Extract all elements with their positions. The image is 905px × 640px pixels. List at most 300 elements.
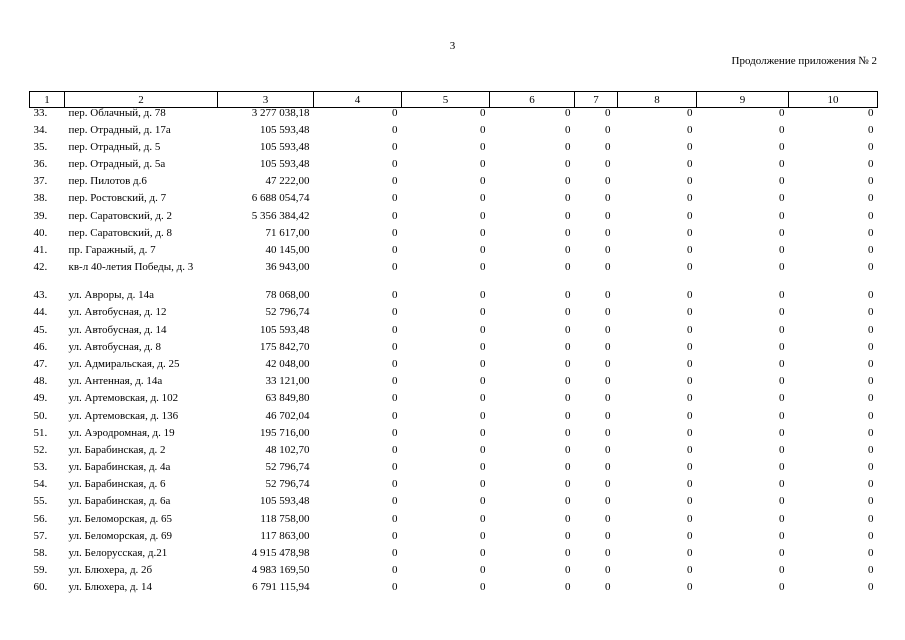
value-cell: 0 bbox=[480, 340, 486, 353]
value-cell: 0 bbox=[687, 261, 693, 274]
amount-cell: 36 943,00 bbox=[265, 261, 310, 274]
value-cell: 0 bbox=[480, 547, 486, 559]
value-cell: 0 bbox=[868, 226, 874, 239]
value-cell: 0 bbox=[480, 375, 486, 388]
row-number: 57. bbox=[33, 529, 48, 542]
value-cell: 0 bbox=[605, 107, 611, 119]
address-cell: ул. Аэродромная, д. 19 bbox=[68, 426, 175, 439]
value-cell: 0 bbox=[480, 392, 486, 405]
address-cell: кв-л 40-летия Победы, д. 3 bbox=[68, 261, 194, 274]
value-cell: 0 bbox=[779, 107, 785, 119]
row-number: 38. bbox=[33, 192, 48, 205]
value-cell: 0 bbox=[565, 581, 571, 594]
value-cell: 0 bbox=[779, 244, 785, 256]
value-cell: 0 bbox=[779, 581, 785, 594]
row-number: 36. bbox=[33, 158, 48, 171]
value-cell: 0 bbox=[779, 226, 785, 239]
value-cell: 0 bbox=[392, 261, 398, 274]
value-cell: 0 bbox=[779, 495, 785, 508]
value-cell: 0 bbox=[605, 209, 611, 222]
amount-cell: 5 356 384,42 bbox=[251, 209, 310, 222]
table-row bbox=[30, 245, 878, 262]
value-cell: 0 bbox=[605, 443, 611, 456]
table-row bbox=[30, 428, 878, 445]
value-cell: 0 bbox=[868, 261, 874, 274]
value-cell: 0 bbox=[605, 244, 611, 256]
value-cell: 0 bbox=[480, 209, 486, 222]
value-cell: 0 bbox=[480, 244, 486, 256]
column-header: 8 bbox=[618, 92, 697, 108]
value-cell: 0 bbox=[480, 409, 486, 422]
value-cell: 0 bbox=[392, 323, 398, 336]
value-cell: 0 bbox=[605, 192, 611, 205]
header-row bbox=[30, 92, 878, 108]
value-cell: 0 bbox=[605, 289, 611, 302]
value-cell: 0 bbox=[687, 357, 693, 370]
table-row bbox=[30, 159, 878, 176]
value-cell: 0 bbox=[687, 306, 693, 319]
value-cell: 0 bbox=[868, 547, 874, 559]
table-row bbox=[30, 531, 878, 548]
address-cell: ул. Автобусная, д. 12 bbox=[68, 306, 167, 319]
value-cell: 0 bbox=[392, 140, 398, 153]
value-cell: 0 bbox=[480, 107, 486, 119]
amount-cell: 6 688 054,74 bbox=[251, 192, 310, 205]
value-cell: 0 bbox=[779, 375, 785, 388]
address-cell: пер. Ростовский, д. 7 bbox=[68, 192, 167, 205]
value-cell: 0 bbox=[565, 547, 571, 559]
value-cell: 0 bbox=[779, 158, 785, 171]
value-cell: 0 bbox=[480, 495, 486, 508]
value-cell: 0 bbox=[605, 547, 611, 559]
value-cell: 0 bbox=[565, 323, 571, 336]
value-cell: 0 bbox=[868, 244, 874, 256]
value-cell: 0 bbox=[868, 392, 874, 405]
value-cell: 0 bbox=[565, 409, 571, 422]
value-cell: 0 bbox=[687, 175, 693, 188]
value-cell: 0 bbox=[605, 495, 611, 508]
value-cell: 0 bbox=[565, 244, 571, 256]
value-cell: 0 bbox=[480, 478, 486, 491]
value-cell: 0 bbox=[565, 261, 571, 274]
value-cell: 0 bbox=[687, 409, 693, 422]
table-row bbox=[30, 548, 878, 565]
value-cell: 0 bbox=[779, 289, 785, 302]
amount-cell: 52 796,74 bbox=[265, 306, 310, 319]
table-row bbox=[30, 176, 878, 193]
value-cell: 0 bbox=[480, 158, 486, 171]
amount-cell: 52 796,74 bbox=[265, 461, 310, 474]
address-cell: ул. Белорусская, д.21 bbox=[68, 547, 168, 559]
value-cell: 0 bbox=[605, 409, 611, 422]
row-number: 49. bbox=[33, 392, 48, 405]
address-cell: ул. Барабинская, д. 6а bbox=[68, 495, 171, 508]
value-cell: 0 bbox=[779, 306, 785, 319]
value-cell: 0 bbox=[565, 123, 571, 136]
amount-cell: 195 716,00 bbox=[260, 426, 310, 439]
value-cell: 0 bbox=[392, 547, 398, 559]
row-number: 45. bbox=[33, 323, 48, 336]
amount-cell: 117 863,00 bbox=[260, 529, 310, 542]
value-cell: 0 bbox=[480, 226, 486, 239]
value-cell: 0 bbox=[605, 306, 611, 319]
value-cell: 0 bbox=[605, 261, 611, 274]
value-cell: 0 bbox=[605, 158, 611, 171]
address-cell: ул. Блюхера, д. 2б bbox=[68, 564, 153, 577]
value-cell: 0 bbox=[687, 107, 693, 119]
value-cell: 0 bbox=[392, 107, 398, 119]
value-cell: 0 bbox=[868, 443, 874, 456]
value-cell: 0 bbox=[868, 375, 874, 388]
value-cell: 0 bbox=[392, 375, 398, 388]
value-cell: 0 bbox=[392, 564, 398, 577]
value-cell: 0 bbox=[392, 158, 398, 171]
amount-cell: 71 617,00 bbox=[265, 226, 310, 239]
table-row bbox=[30, 108, 878, 125]
address-cell: ул. Автобусная, д. 14 bbox=[68, 323, 167, 336]
value-cell: 0 bbox=[779, 209, 785, 222]
value-cell: 0 bbox=[687, 226, 693, 239]
row-number: 53. bbox=[33, 461, 48, 474]
value-cell: 0 bbox=[565, 306, 571, 319]
value-cell: 0 bbox=[565, 478, 571, 491]
value-cell: 0 bbox=[868, 564, 874, 577]
value-cell: 0 bbox=[687, 426, 693, 439]
value-cell: 0 bbox=[480, 357, 486, 370]
value-cell: 0 bbox=[392, 289, 398, 302]
value-cell: 0 bbox=[480, 261, 486, 274]
value-cell: 0 bbox=[868, 478, 874, 491]
value-cell: 0 bbox=[565, 175, 571, 188]
amount-cell: 40 145,00 bbox=[265, 244, 310, 256]
address-cell: пер. Пилотов д.6 bbox=[68, 175, 147, 188]
value-cell: 0 bbox=[392, 392, 398, 405]
value-cell: 0 bbox=[392, 209, 398, 222]
value-cell: 0 bbox=[565, 107, 571, 119]
value-cell: 0 bbox=[687, 323, 693, 336]
amount-cell: 46 702,04 bbox=[265, 409, 310, 422]
value-cell: 0 bbox=[605, 226, 611, 239]
value-cell: 0 bbox=[687, 375, 693, 388]
value-cell: 0 bbox=[687, 443, 693, 456]
address-cell: пер. Саратовский, д. 2 bbox=[68, 209, 172, 222]
amount-cell: 33 121,00 bbox=[265, 375, 310, 388]
table-row bbox=[30, 125, 878, 142]
value-cell: 0 bbox=[565, 512, 571, 525]
address-cell: ул. Беломорская, д. 69 bbox=[68, 529, 173, 542]
table-row bbox=[30, 376, 878, 393]
address-cell: ул. Барабинская, д. 6 bbox=[68, 478, 166, 491]
amount-cell: 63 849,80 bbox=[265, 392, 310, 405]
value-cell: 0 bbox=[480, 192, 486, 205]
value-cell: 0 bbox=[480, 581, 486, 594]
value-cell: 0 bbox=[779, 123, 785, 136]
row-number: 56. bbox=[33, 512, 48, 525]
value-cell: 0 bbox=[868, 175, 874, 188]
value-cell: 0 bbox=[779, 175, 785, 188]
value-cell: 0 bbox=[868, 581, 874, 594]
value-cell: 0 bbox=[868, 426, 874, 439]
value-cell: 0 bbox=[392, 192, 398, 205]
value-cell: 0 bbox=[480, 175, 486, 188]
row-number: 44. bbox=[33, 306, 48, 319]
row-number: 52. bbox=[33, 443, 48, 456]
value-cell: 0 bbox=[392, 357, 398, 370]
value-cell: 0 bbox=[605, 426, 611, 439]
value-cell: 0 bbox=[605, 340, 611, 353]
amount-cell: 47 222,00 bbox=[265, 175, 310, 188]
value-cell: 0 bbox=[565, 495, 571, 508]
value-cell: 0 bbox=[868, 107, 874, 119]
value-cell: 0 bbox=[480, 306, 486, 319]
column-header: 7 bbox=[575, 92, 618, 108]
table-row bbox=[30, 325, 878, 342]
row-number: 43. bbox=[33, 289, 48, 302]
table-row bbox=[30, 142, 878, 159]
table-row bbox=[30, 514, 878, 531]
amount-cell: 48 102,70 bbox=[265, 443, 310, 456]
value-cell: 0 bbox=[565, 158, 571, 171]
value-cell: 0 bbox=[779, 547, 785, 559]
appendix-title: Продолжение приложения № 2 bbox=[731, 55, 877, 67]
value-cell: 0 bbox=[779, 443, 785, 456]
value-cell: 0 bbox=[868, 323, 874, 336]
amount-cell: 105 593,48 bbox=[260, 140, 310, 153]
value-cell: 0 bbox=[392, 409, 398, 422]
amount-cell: 118 758,00 bbox=[260, 512, 310, 525]
value-cell: 0 bbox=[779, 564, 785, 577]
column-header: 1 bbox=[30, 92, 65, 108]
value-cell: 0 bbox=[687, 478, 693, 491]
value-cell: 0 bbox=[392, 512, 398, 525]
value-cell: 0 bbox=[565, 443, 571, 456]
table-row bbox=[30, 307, 878, 324]
address-cell: ул. Адмиральская, д. 25 bbox=[68, 357, 180, 370]
column-header: 2 bbox=[65, 92, 218, 108]
value-cell: 0 bbox=[565, 529, 571, 542]
row-number: 41. bbox=[33, 244, 48, 256]
table-row bbox=[30, 211, 878, 228]
value-cell: 0 bbox=[480, 289, 486, 302]
value-cell: 0 bbox=[480, 443, 486, 456]
value-cell: 0 bbox=[868, 461, 874, 474]
value-cell: 0 bbox=[779, 140, 785, 153]
row-number: 55. bbox=[33, 495, 48, 508]
column-header: 10 bbox=[789, 92, 878, 108]
value-cell: 0 bbox=[868, 512, 874, 525]
value-cell: 0 bbox=[605, 529, 611, 542]
table-row bbox=[30, 582, 878, 599]
value-cell: 0 bbox=[605, 123, 611, 136]
row-number: 37. bbox=[33, 175, 48, 188]
value-cell: 0 bbox=[687, 564, 693, 577]
value-cell: 0 bbox=[565, 226, 571, 239]
amount-cell: 6 791 115,94 bbox=[252, 581, 310, 594]
value-cell: 0 bbox=[392, 426, 398, 439]
table-row bbox=[30, 462, 878, 479]
amount-cell: 105 593,48 bbox=[260, 123, 310, 136]
value-cell: 0 bbox=[868, 409, 874, 422]
table-row bbox=[30, 262, 878, 290]
registry-table bbox=[29, 91, 878, 600]
value-cell: 0 bbox=[565, 140, 571, 153]
amount-cell: 78 068,00 bbox=[265, 289, 310, 302]
column-header: 3 bbox=[218, 92, 314, 108]
value-cell: 0 bbox=[779, 192, 785, 205]
value-cell: 0 bbox=[605, 512, 611, 525]
value-cell: 0 bbox=[779, 478, 785, 491]
table-row bbox=[30, 445, 878, 462]
value-cell: 0 bbox=[565, 192, 571, 205]
value-cell: 0 bbox=[868, 192, 874, 205]
address-cell: ул. Антенная, д. 14а bbox=[68, 375, 163, 388]
table-row bbox=[30, 359, 878, 376]
value-cell: 0 bbox=[687, 140, 693, 153]
value-cell: 0 bbox=[687, 547, 693, 559]
row-number: 35. bbox=[33, 140, 48, 153]
row-number: 39. bbox=[33, 209, 48, 222]
address-cell: ул. Авроры, д. 14а bbox=[68, 289, 155, 302]
address-cell: ул. Артемовская, д. 102 bbox=[68, 392, 179, 405]
address-cell: ул. Беломорская, д. 65 bbox=[68, 512, 173, 525]
value-cell: 0 bbox=[605, 140, 611, 153]
value-cell: 0 bbox=[687, 289, 693, 302]
address-cell: пер. Отрадный, д. 5 bbox=[68, 140, 161, 153]
table-row bbox=[30, 411, 878, 428]
row-number: 58. bbox=[33, 547, 48, 559]
value-cell: 0 bbox=[480, 426, 486, 439]
amount-cell: 105 593,48 bbox=[260, 323, 310, 336]
row-number: 47. bbox=[33, 357, 48, 370]
value-cell: 0 bbox=[687, 192, 693, 205]
table-row bbox=[30, 342, 878, 359]
row-number: 48. bbox=[33, 375, 48, 388]
value-cell: 0 bbox=[868, 306, 874, 319]
address-cell: пр. Гаражный, д. 7 bbox=[68, 244, 156, 256]
address-cell: пер. Саратовский, д. 8 bbox=[68, 226, 172, 239]
value-cell: 0 bbox=[565, 426, 571, 439]
table-row bbox=[30, 496, 878, 513]
value-cell: 0 bbox=[392, 306, 398, 319]
value-cell: 0 bbox=[392, 529, 398, 542]
value-cell: 0 bbox=[687, 123, 693, 136]
value-cell: 0 bbox=[605, 461, 611, 474]
value-cell: 0 bbox=[480, 512, 486, 525]
address-cell: ул. Артемовская, д. 136 bbox=[68, 409, 179, 422]
value-cell: 0 bbox=[565, 340, 571, 353]
value-cell: 0 bbox=[868, 529, 874, 542]
value-cell: 0 bbox=[565, 209, 571, 222]
table-row bbox=[30, 393, 878, 410]
value-cell: 0 bbox=[779, 426, 785, 439]
table-row bbox=[30, 193, 878, 210]
value-cell: 0 bbox=[779, 261, 785, 274]
value-cell: 0 bbox=[605, 581, 611, 594]
address-cell: пер. Отрадный, д. 5а bbox=[68, 158, 166, 171]
value-cell: 0 bbox=[687, 209, 693, 222]
value-cell: 0 bbox=[779, 529, 785, 542]
value-cell: 0 bbox=[392, 478, 398, 491]
amount-cell: 3 277 038,18 bbox=[251, 107, 310, 119]
value-cell: 0 bbox=[392, 443, 398, 456]
value-cell: 0 bbox=[480, 140, 486, 153]
value-cell: 0 bbox=[687, 461, 693, 474]
value-cell: 0 bbox=[480, 323, 486, 336]
amount-cell: 105 593,48 bbox=[260, 158, 310, 171]
row-number: 33. bbox=[33, 107, 48, 119]
value-cell: 0 bbox=[565, 357, 571, 370]
row-number: 50. bbox=[33, 409, 48, 422]
value-cell: 0 bbox=[480, 564, 486, 577]
value-cell: 0 bbox=[565, 392, 571, 405]
value-cell: 0 bbox=[480, 529, 486, 542]
row-number: 51. bbox=[33, 426, 48, 439]
address-cell: ул. Барабинская, д. 2 bbox=[68, 443, 166, 456]
table-row bbox=[30, 228, 878, 245]
amount-cell: 42 048,00 bbox=[265, 357, 310, 370]
value-cell: 0 bbox=[687, 512, 693, 525]
value-cell: 0 bbox=[392, 175, 398, 188]
row-number: 46. bbox=[33, 340, 48, 353]
row-number: 40. bbox=[33, 226, 48, 239]
value-cell: 0 bbox=[605, 175, 611, 188]
table-body bbox=[30, 108, 878, 600]
value-cell: 0 bbox=[565, 375, 571, 388]
value-cell: 0 bbox=[605, 375, 611, 388]
value-cell: 0 bbox=[868, 123, 874, 136]
value-cell: 0 bbox=[868, 140, 874, 153]
value-cell: 0 bbox=[392, 581, 398, 594]
row-number: 34. bbox=[33, 123, 48, 136]
amount-cell: 175 842,70 bbox=[260, 340, 310, 353]
table-row bbox=[30, 565, 878, 582]
row-number: 60. bbox=[33, 581, 48, 594]
value-cell: 0 bbox=[868, 209, 874, 222]
value-cell: 0 bbox=[868, 340, 874, 353]
value-cell: 0 bbox=[605, 323, 611, 336]
value-cell: 0 bbox=[605, 357, 611, 370]
value-cell: 0 bbox=[779, 392, 785, 405]
page-number: 3 bbox=[449, 40, 456, 52]
amount-cell: 105 593,48 bbox=[260, 495, 310, 508]
table-row bbox=[30, 479, 878, 496]
value-cell: 0 bbox=[565, 461, 571, 474]
row-number: 54. bbox=[33, 478, 48, 491]
value-cell: 0 bbox=[392, 123, 398, 136]
value-cell: 0 bbox=[392, 495, 398, 508]
value-cell: 0 bbox=[868, 289, 874, 302]
value-cell: 0 bbox=[779, 512, 785, 525]
value-cell: 0 bbox=[779, 409, 785, 422]
value-cell: 0 bbox=[687, 158, 693, 171]
value-cell: 0 bbox=[868, 158, 874, 171]
value-cell: 0 bbox=[687, 244, 693, 256]
value-cell: 0 bbox=[687, 495, 693, 508]
value-cell: 0 bbox=[779, 357, 785, 370]
column-header: 5 bbox=[402, 92, 490, 108]
value-cell: 0 bbox=[605, 564, 611, 577]
value-cell: 0 bbox=[480, 123, 486, 136]
address-cell: пер. Облачный, д. 78 bbox=[68, 107, 166, 119]
value-cell: 0 bbox=[565, 564, 571, 577]
value-cell: 0 bbox=[779, 340, 785, 353]
value-cell: 0 bbox=[605, 478, 611, 491]
column-header: 6 bbox=[490, 92, 575, 108]
column-header: 4 bbox=[314, 92, 402, 108]
value-cell: 0 bbox=[480, 461, 486, 474]
value-cell: 0 bbox=[779, 323, 785, 336]
amount-cell: 4 983 169,50 bbox=[251, 564, 310, 577]
